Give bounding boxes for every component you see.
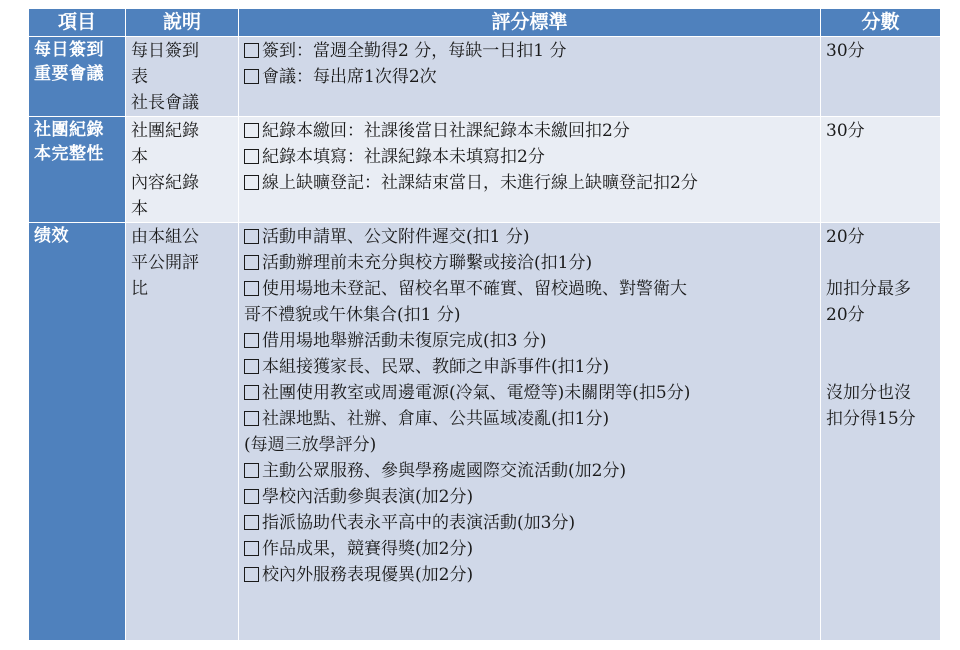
criterion-item [244,64,815,90]
score-text: 沒加分也沒 [826,383,911,403]
criterion-text: 學校內活動參與表演(加2分) [262,487,474,507]
score-text: 30分 [826,41,865,61]
criterion-item [244,224,815,250]
checkbox[interactable] [244,515,259,530]
table-row [29,223,941,641]
checkbox[interactable] [244,43,259,58]
description-text: 內容紀錄 [131,173,199,193]
criterion-item [244,302,815,328]
item-text: 每日簽到 [34,40,104,60]
criterion-item [244,484,815,510]
description-text: 表 [131,67,148,87]
criterion-item [244,170,815,196]
checkbox[interactable] [244,149,259,164]
checkbox[interactable] [244,229,259,244]
header-row [29,9,941,37]
checkbox[interactable] [244,411,259,426]
criterion-text: 本組接獲家長、民眾、教師之申訴事件(扣1分) [262,357,610,377]
criteria-cell [239,37,821,117]
description-cell [126,37,239,117]
header-score: 分數 [821,9,941,37]
checkbox[interactable] [244,567,259,582]
item-text: 绩效 [34,226,69,246]
description-cell [126,223,239,641]
criterion-item [244,354,815,380]
criterion-item [244,536,815,562]
checkbox[interactable] [244,123,259,138]
criterion-text: 指派協助代表永平高中的表演活動(加3分) [262,513,576,533]
score-text: 扣分得15分 [826,409,916,429]
score-text [826,354,935,380]
checkbox[interactable] [244,463,259,478]
criterion-item [244,458,815,484]
checkbox[interactable] [244,385,259,400]
score-cell [821,37,941,117]
header-item: 項目 [29,9,126,37]
description-text: 本 [131,199,148,219]
criterion-item [244,510,815,536]
checkbox[interactable] [244,281,259,296]
criterion-item [244,118,815,144]
header-criteria: 評分標準 [239,9,821,37]
score-cell [821,223,941,641]
criterion-item [244,562,815,588]
table-row [29,117,941,223]
item-cell [29,223,126,641]
criterion-item [244,432,815,458]
criterion-text: 借用場地舉辦活動未復原完成(扣3 分) [262,331,547,351]
criterion-item [244,328,815,354]
score-cell [821,117,941,223]
item-cell [29,117,126,223]
criterion-text: 哥不禮貌或午休集合(扣1 分) [244,305,461,325]
description-text: 由本組公 [131,227,199,247]
criterion-text: 紀錄本填寫：社課紀錄本未填寫扣2分 [262,147,545,167]
score-text: 20分 [826,305,865,325]
description-text: 本 [131,147,148,167]
criterion-text: 社團使用教室或周邊電源(冷氣、電燈等)未關閉等(扣5分) [262,383,691,403]
criteria-cell [239,223,821,641]
criterion-text: 使用場地未登記、留校名單不確實、留校過晚、對警衛大 [262,279,687,299]
description-text: 比 [131,279,148,299]
description-cell [126,117,239,223]
score-text: 30分 [826,121,865,141]
criterion-text: 線上缺曠登記：社課結束當日，未進行線上缺曠登記扣2分 [262,173,698,193]
checkbox[interactable] [244,175,259,190]
description-text: 社長會議 [131,93,199,113]
table-row [29,37,941,117]
criterion-text: (每週三放學評分) [244,435,377,455]
item-text: 重要會議 [34,64,104,84]
criterion-text: 作品成果，競賽得獎(加2分) [262,539,474,559]
criterion-text: 社課地點、社辦、倉庫、公共區域凌亂(扣1分) [262,409,610,429]
criterion-item [244,276,815,302]
criterion-item [244,406,815,432]
score-text: 20分 [826,227,865,247]
criterion-text: 主動公眾服務、參與學務處國際交流活動(加2分) [262,461,627,481]
criterion-item [244,38,815,64]
checkbox[interactable] [244,255,259,270]
checkbox[interactable] [244,359,259,374]
description-text: 社團紀錄 [131,121,199,141]
checkbox[interactable] [244,333,259,348]
criteria-cell [239,117,821,223]
description-text: 平公開評 [131,253,199,273]
criterion-item [244,144,815,170]
checkbox[interactable] [244,69,259,84]
criterion-item [244,250,815,276]
score-text [826,250,935,276]
checkbox[interactable] [244,489,259,504]
score-text: 加扣分最多 [826,279,911,299]
criterion-text: 校內外服務表現優異(加2分) [262,565,474,585]
criterion-item [244,380,815,406]
item-text: 本完整性 [34,144,104,164]
item-cell [29,37,126,117]
item-text: 社團紀錄 [34,120,104,140]
header-description: 說明 [126,9,239,37]
score-text [826,328,935,354]
criterion-text: 活動辦理前未充分與校方聯繫或接洽(扣1分) [262,253,593,273]
criterion-text: 活動申請單、公文附件遲交(扣1 分) [262,227,530,247]
criterion-text: 簽到：當週全勤得2 分，每缺一日扣1 分 [262,41,567,61]
checkbox[interactable] [244,541,259,556]
scoring-table [28,8,941,641]
criterion-text: 會議：每出席1次得2次 [262,67,437,87]
criterion-text: 紀錄本繳回：社課後當日社課紀錄本未繳回扣2分 [262,121,630,141]
description-text: 每日簽到 [131,41,199,61]
